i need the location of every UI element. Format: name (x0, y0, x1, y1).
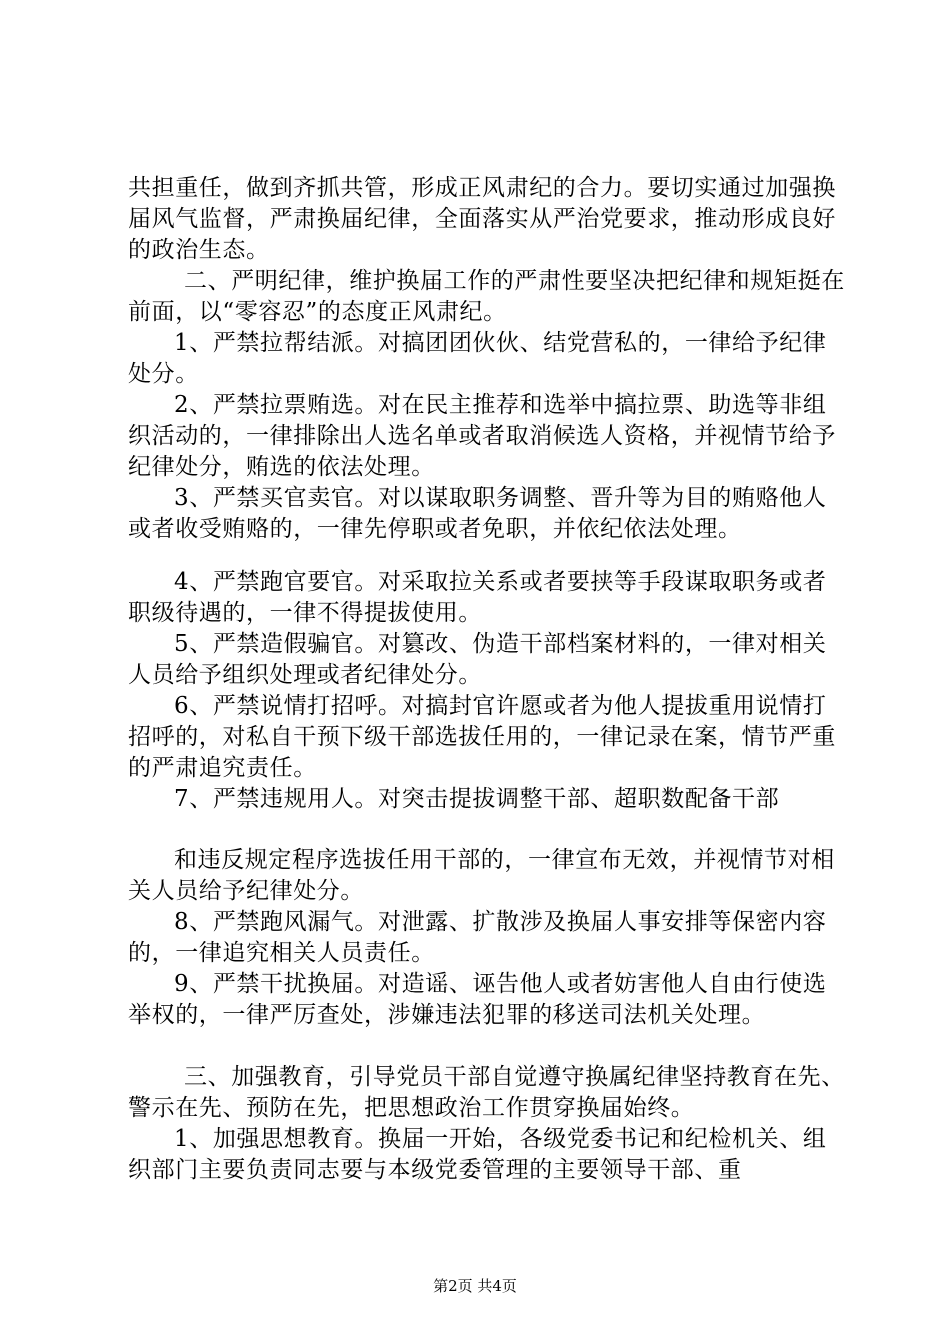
list-item-9: 9、严禁干扰换届。对造谣、诬告他人或者妨害他人自由行使选举权的，一律严厉查处，涉嫌违法犯罪的移送司法机关处理。 (128, 971, 827, 1028)
list-item-7: 7、严禁违规用人。对突击提拔调整干部、超职数配备干部 (174, 786, 780, 812)
section-heading-3: 三、加强教育，引导党员干部自觉遵守换属纪律坚持教育在先、警示在先、预防在先，把思想政治工作贯穿换届始终。 (128, 1064, 845, 1121)
section-heading-2: 二、严明纪律，维护换届工作的严肃性要坚决把纪律和规矩挺在前面，以“零容忍”的态度正风肃纪。 (128, 268, 845, 325)
list-item-6: 6、严禁说情打招呼。对搞封官许愿或者为他人提拔重用说情打招呼的，对私自干预下级干部选拔任用的，一律记录在案，情节严重的严肃追究责任。 (128, 693, 836, 781)
list-item-2: 2、严禁拉票贿选。对在民主推荐和选举中搞拉票、助选等非组织活动的，一律排除出人选名单或者取消候选人资格，并视情节给予纪律处分，贿选的依法处理。 (128, 392, 836, 480)
list-item-3: 3、严禁买官卖官。对以谋取职务调整、晋升等为目的贿赂他人或者收受贿赂的，一律先停职或者免职，并依纪依法处理。 (128, 485, 827, 542)
page-footer: 第2页 共4页 (433, 1277, 517, 1295)
paragraph-continuation: 共担重任，做到齐抓共管，形成正风肃纪的合力。要切实通过加强换届风气监督，严肃换届纪律，全面落实从严治党要求，推动形成良好的政治生态。 (128, 175, 836, 263)
list-item-5: 5、严禁造假骗官。对篡改、伪造干部档案材料的，一律对相关人员给予组织处理或者纪律处分。 (128, 631, 827, 688)
list-item-4: 4、严禁跑官要官。对采取拉关系或者要挟等手段谋取职务或者职级待遇的，一律不得提拔使用。 (128, 569, 827, 626)
list-item-7-continuation: 和违反规定程序选拔任用干部的，一律宣布无效，并视情节对相关人员给予纪律处分。 (128, 847, 835, 904)
list-item-1: 1、严禁拉帮结派。对搞团团伙伙、结党营私的，一律给予纪律处分。 (128, 330, 827, 387)
list-item-8: 8、严禁跑风漏气。对泄露、扩散涉及换届人事安排等保密内容的，一律追究相关人员责任。 (128, 909, 827, 966)
list-item-education-1: 1、加强思想教育。换届一开始，各级党委书记和纪检机关、组织部门主要负责同志要与本级党委管理的主要领导干部、重 (128, 1126, 827, 1183)
